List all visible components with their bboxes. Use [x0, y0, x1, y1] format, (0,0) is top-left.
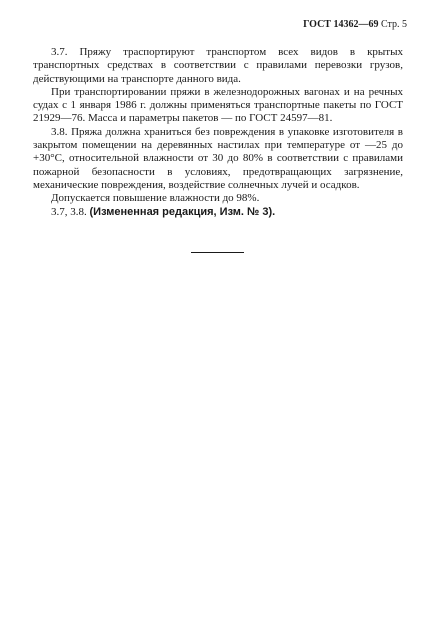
page-header	[303, 19, 407, 30]
page-number: Стр. 5	[380, 19, 407, 30]
revision-refs: 3.7, 3.8.	[51, 205, 87, 218]
paragraph-transport-packages: При транспортировании пряжи в железнодорожных вагонах и на речных судах с 1 января 1986 г. должны применяться транспортные пакеты по ГОСТ 21929—76. Масса и параметры пакетов — по ГОСТ 24597—81.	[33, 85, 403, 125]
paragraph-3-7: 3.7. Пряжу траспортируют транспортом всех видов в крытых транспортных средствах в соответствии с правилами перевозки грузов, действующими на транспорте данного вида.	[33, 46, 403, 85]
document-body	[33, 46, 403, 219]
paragraph-3-8: 3.8. Пряжа должна храниться без повреждения в упаковке изготовителя в закрытом помещении на деревянных настилах при температуре от —25 до +30°С, относительной влажности от 30 до 80% в соответствии с правилами пожарной безопасности в условиях, предотвращающих загрязнение, механические повреждения, воздействие солнечных лучей и осадков.	[33, 125, 403, 191]
standard-number: ГОСТ 14362—69	[303, 19, 379, 30]
paragraph-humidity: Допускается повышение влажности до 98%.	[51, 192, 260, 205]
revision-note	[33, 206, 403, 219]
section-divider	[191, 252, 244, 253]
revision-label: (Измененная редакция, Изм. № 3).	[89, 205, 276, 218]
